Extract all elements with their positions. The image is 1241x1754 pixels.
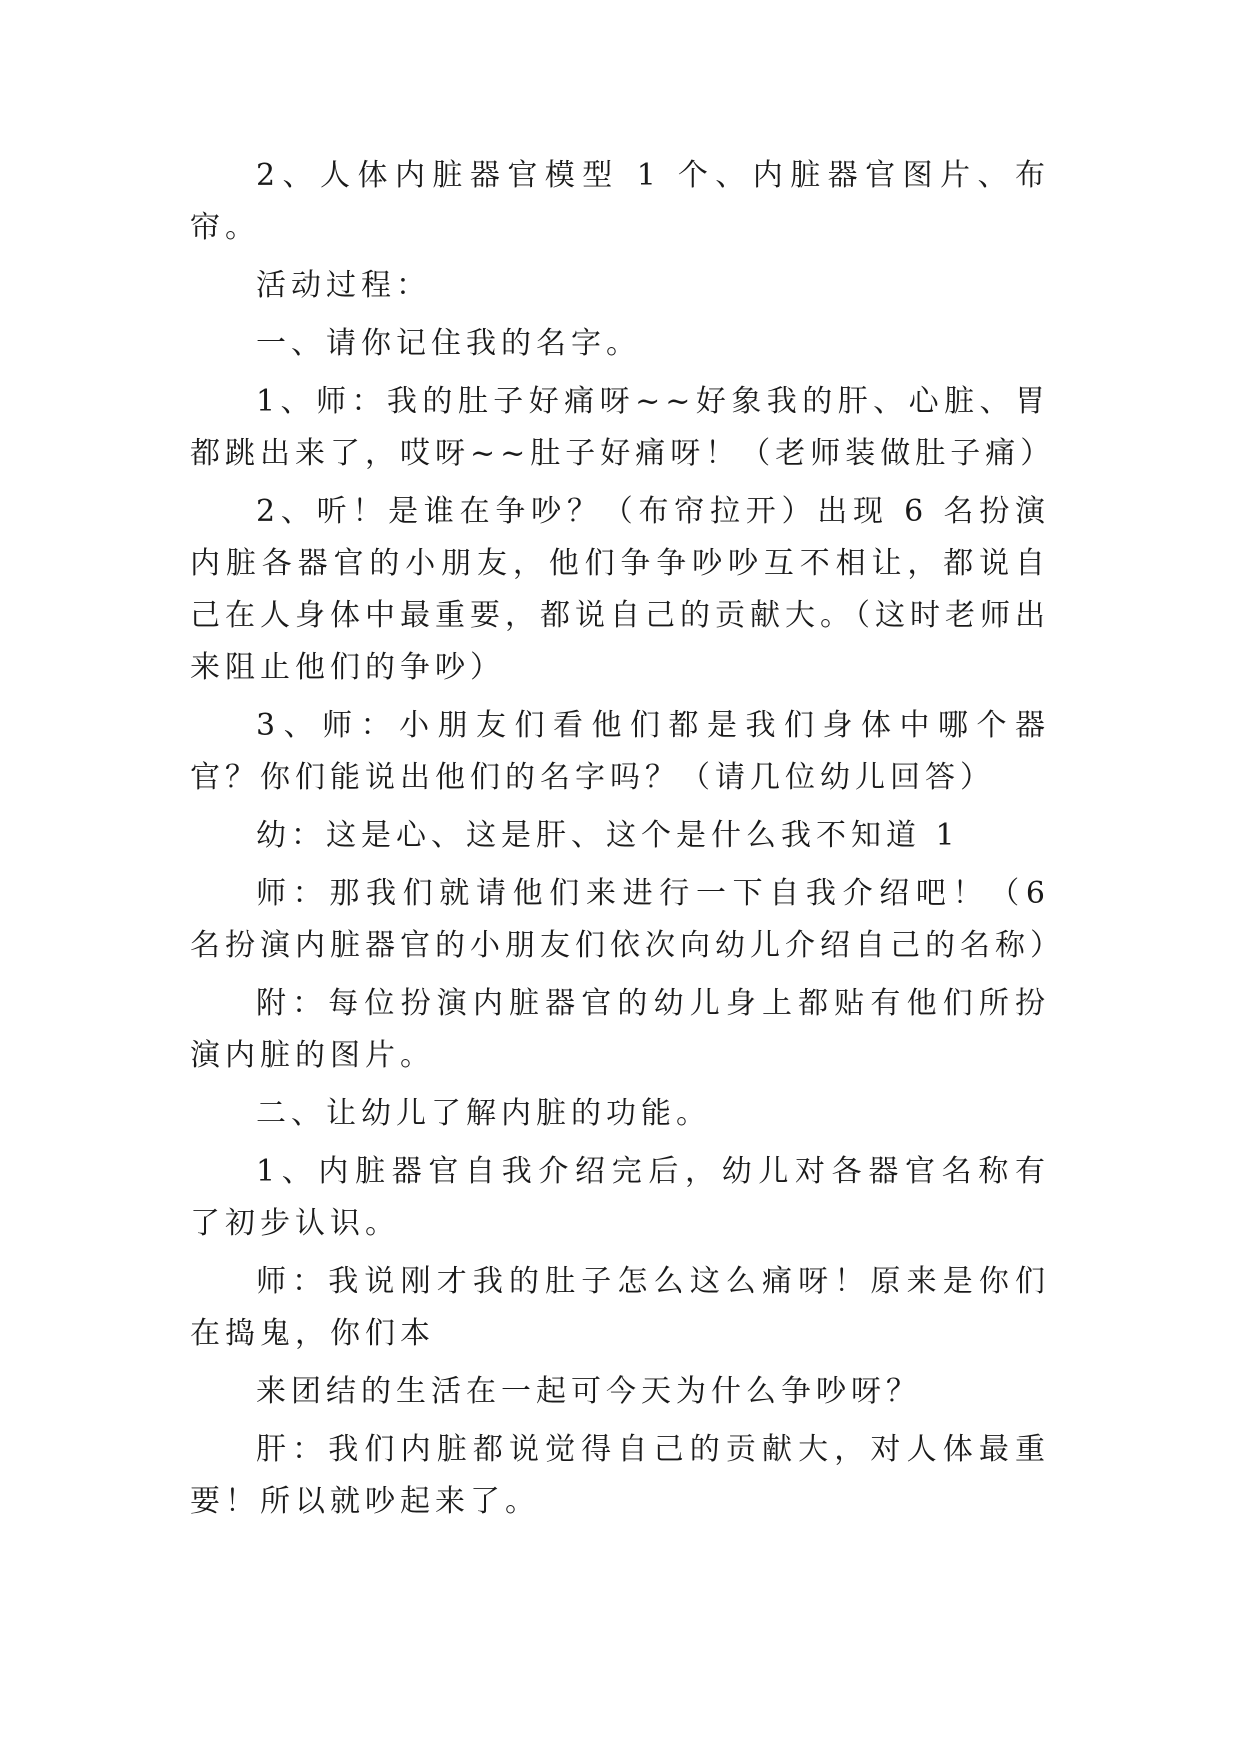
- paragraph: 一、请你记住我的名字。: [256, 326, 641, 361]
- paragraph: 师：那我们就请他们来进行一下自我介绍吧！（6 名扮演内脏器官的小朋友们依次向幼儿介绍自己的名称）: [190, 876, 1065, 963]
- paragraph: 幼：这是心、这是肝、这个是什么我不知道 1: [256, 818, 960, 853]
- paragraph: 肝：我们内脏都说觉得自己的贡献大，对人体最重要！所以就吵起来了。: [190, 1432, 1050, 1519]
- paragraph: 来团结的生活在一起可今天为什么争吵呀？: [256, 1374, 921, 1409]
- document-body: [190, 150, 1065, 1534]
- paragraph: 活动过程：: [256, 268, 431, 303]
- paragraph: 附：每位扮演内脏器官的幼儿身上都贴有他们所扮演内脏的图片。: [190, 986, 1050, 1073]
- paragraph: 3、师：小朋友们看他们都是我们身体中哪个器官？你们能说出他们的名字吗？（请几位幼儿回答）: [190, 708, 1050, 795]
- paragraph: 二、让幼儿了解内脏的功能。: [256, 1096, 711, 1131]
- paragraph: 1、师：我的肚子好痛呀~~好象我的肝、心脏、胃都跳出来了，哎呀~~肚子好痛呀！（老师装做肚子痛）: [190, 384, 1056, 471]
- paragraph: 1、内脏器官自我介绍完后，幼儿对各器官名称有了初步认识。: [190, 1154, 1050, 1241]
- paragraph: 2、听！是谁在争吵？（布帘拉开）出现 6 名扮演内脏各器官的小朋友，他们争争吵吵互不相让，都说自己在人身体中最重要，都说自己的贡献大。（这时老师出来阻止他们的争吵）: [190, 494, 1050, 685]
- paragraph: 师：我说刚才我的肚子怎么这么痛呀！原来是你们在捣鬼，你们本: [190, 1264, 1050, 1351]
- paragraph: 2、人体内脏器官模型 1 个、内脏器官图片、布帘。: [190, 158, 1050, 245]
